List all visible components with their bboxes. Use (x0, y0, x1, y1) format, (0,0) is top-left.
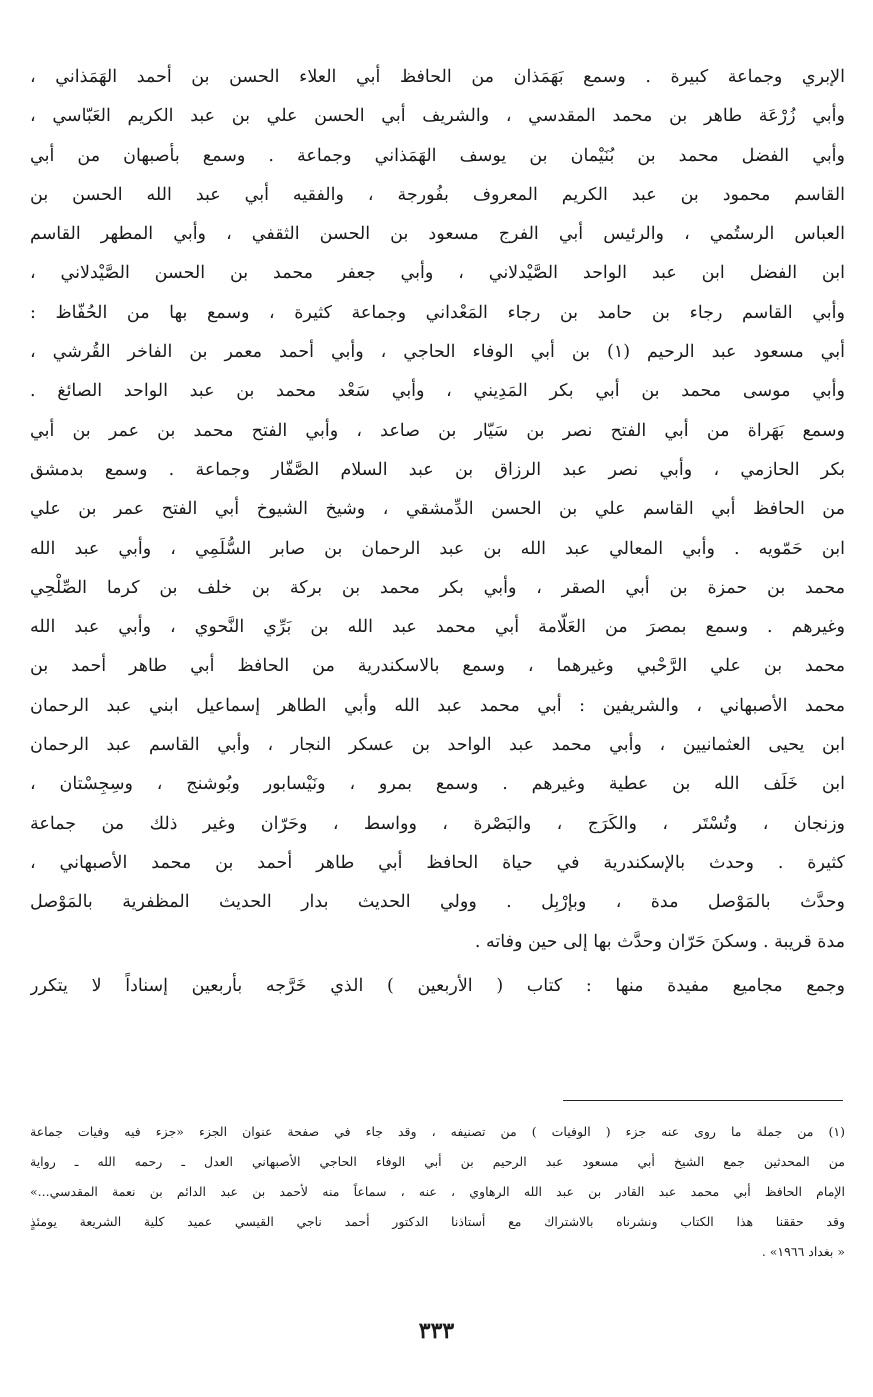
text-line: ابن الفضل ابن عبد الواحد الصَّيْدلاني ، وأبي جعفر محمد بن الحسن الصَّيْدلاني ، (30, 263, 845, 284)
footnote-divider (563, 1100, 843, 1101)
text-line: بكر الحازمي ، وأبي نصر عبد الرزاق بن عبد السلام الصَّفّار وجماعة . وسمع بدمشق (30, 459, 845, 480)
text-line: أبي مسعود عبد الرحيم (١) بن أبي الوفاء الحاجي ، وأبي أحمد معمر بن الفاخر القُرشي ، (30, 342, 845, 363)
text-line: محمد بن علي الرَّحْبي وغيرهما ، وسمع بالاسكندرية من الحافظ أبي طاهر أحمد بن (30, 656, 845, 677)
text-line: من الحافظ أبي القاسم علي بن الحسن الدِّمشقي ، وشيخ الشيوخ أبي الفتح عمر بن علي (30, 499, 845, 520)
text-line: كثيرة . وحدث بالإسكندرية في حياة الحافظ أبي طاهر أحمد بن محمد الأصبهاني ، (30, 852, 845, 873)
footnote-line: (١) من جملة ما روى عنه جزء ( الوفيات ) من تصنيفه ، وقد جاء في صفحة عنوان الجزء «جزء فيه وفيات جماعة (30, 1124, 845, 1139)
text-line: وأبي موسى محمد بن أبي بكر المَدِيني ، وأبي سَعْد محمد بن عبد الواحد الصائغ . (30, 381, 845, 402)
footnotes-block (30, 1117, 845, 1267)
text-line: القاسم محمود بن عبد الكريم المعروف بفُورجة ، والفقيه أبي عبد الله الحسن بن (30, 184, 845, 205)
text-line: الإبري وجماعة كبيرة . وسمع بَهَمَذان من الحافظ أبي العلاء الحسن بن أحمد الهَمَذاني ، (30, 67, 845, 87)
main-text-block (30, 58, 845, 1006)
text-line: وأبي القاسم رجاء بن حامد بن رجاء المَعْداني وجماعة كثيرة ، وسمع بها من الحُفّاظ : (30, 302, 845, 323)
text-line: وزنجان ، وتُسْتَر ، والكَرَج ، والبَصْرة ، وواسط ، وحَرّان وغير ذلك من جماعة (30, 813, 845, 834)
text-line: محمد الأصبهاني ، والشريفين : أبي محمد عبد الله وأبي الطاهر إسماعيل ابني عبد الرحمان (30, 695, 845, 716)
text-line: ابن حَمّويه . وأبي المعالي عبد الله بن عبد الرحمان بن صابر السُّلَمِي ، وأبي عبد الله (30, 538, 845, 559)
footnote-line: وقد حققنا هذا الكتاب ونشرناه بالاشتراك مع أستاذنا الدكتور أحمد ناجي القيسي عميد كلية الشريعة يومئذٍ (30, 1214, 845, 1229)
text-line: ابن خَلَف الله بن عطية وغيرهم . وسمع بمرو ، ونَيْسابور وبُوشنج ، وسِجِسْتان ، (30, 774, 845, 795)
text-line: وأبي الفضل محمد بن بُنَيْمان بن يوسف الهَمَذاني وجماعة . وسمع بأصبهان من أبي (30, 145, 845, 166)
text-line: ابن يحيى العثمانيين ، وأبي محمد عبد الواحد بن عسكر النجار ، وأبي القاسم عبد الرحمان (30, 735, 845, 756)
page-number: ٣٣٣ (418, 1318, 455, 1344)
footnote-line: الإمام الحافظ أبي محمد عبد القادر بن عبد الله الرهاوي ، عنه ، سماعاً منه لأحمد بن عبد الدائم بن نعمة المقدسي...» (30, 1184, 845, 1199)
footnote-line: « بغداد ١٩٦٦» . (761, 1244, 845, 1259)
main-paragraph (30, 58, 845, 1006)
text-line: مدة قريبة . وسكنَ حَرّان وحدَّث بها إلى حين وفاته . (474, 931, 845, 952)
footnote-line: من المحدثين جمع الشيخ أبي مسعود عبد الرحيم بن أبي الوفاء الحاجي الأصبهاني العدل ـ رحمه الله ـ رواية (30, 1154, 845, 1169)
text-line: محمد بن حمزة بن أبي الصقر ، وأبي بكر محمد بن بركة بن خلف بن كرما الصِّلْحِي (30, 577, 845, 598)
text-line: وأبي زُرْعَة طاهر بن محمد المقدسي ، والشريف أبي الحسن علي بن عبد الكريم العَبّاسي ، (30, 106, 845, 127)
text-line: وغيرهم . وسمع بمصرَ من العَلّامة أبي محمد عبد الله بن بَرِّي النَّحوي ، وأبي عبد الله (30, 617, 845, 638)
text-line: وحدَّث بالمَوْصل مدة ، وبإرْبِل . وولي الحديث بدار الحديث المظفرية بالمَوْصل (30, 892, 845, 913)
text-line: العباس الرستُمي ، والرئيس أبي الفرج مسعود بن الحسن الثقفي ، وأبي المطهر القاسم (30, 224, 845, 245)
text-line: وجمع مجاميع مفيدة منها : كتاب ( الأربعين ) الذي خَرَّجه بأربعين إسناداً لا يتكرر (30, 975, 845, 996)
text-line: وسمع بَهَراة من أبي الفتح نصر بن سَيّار بن صاعد ، وأبي الفتح محمد بن عمر بن أبي (30, 420, 845, 441)
